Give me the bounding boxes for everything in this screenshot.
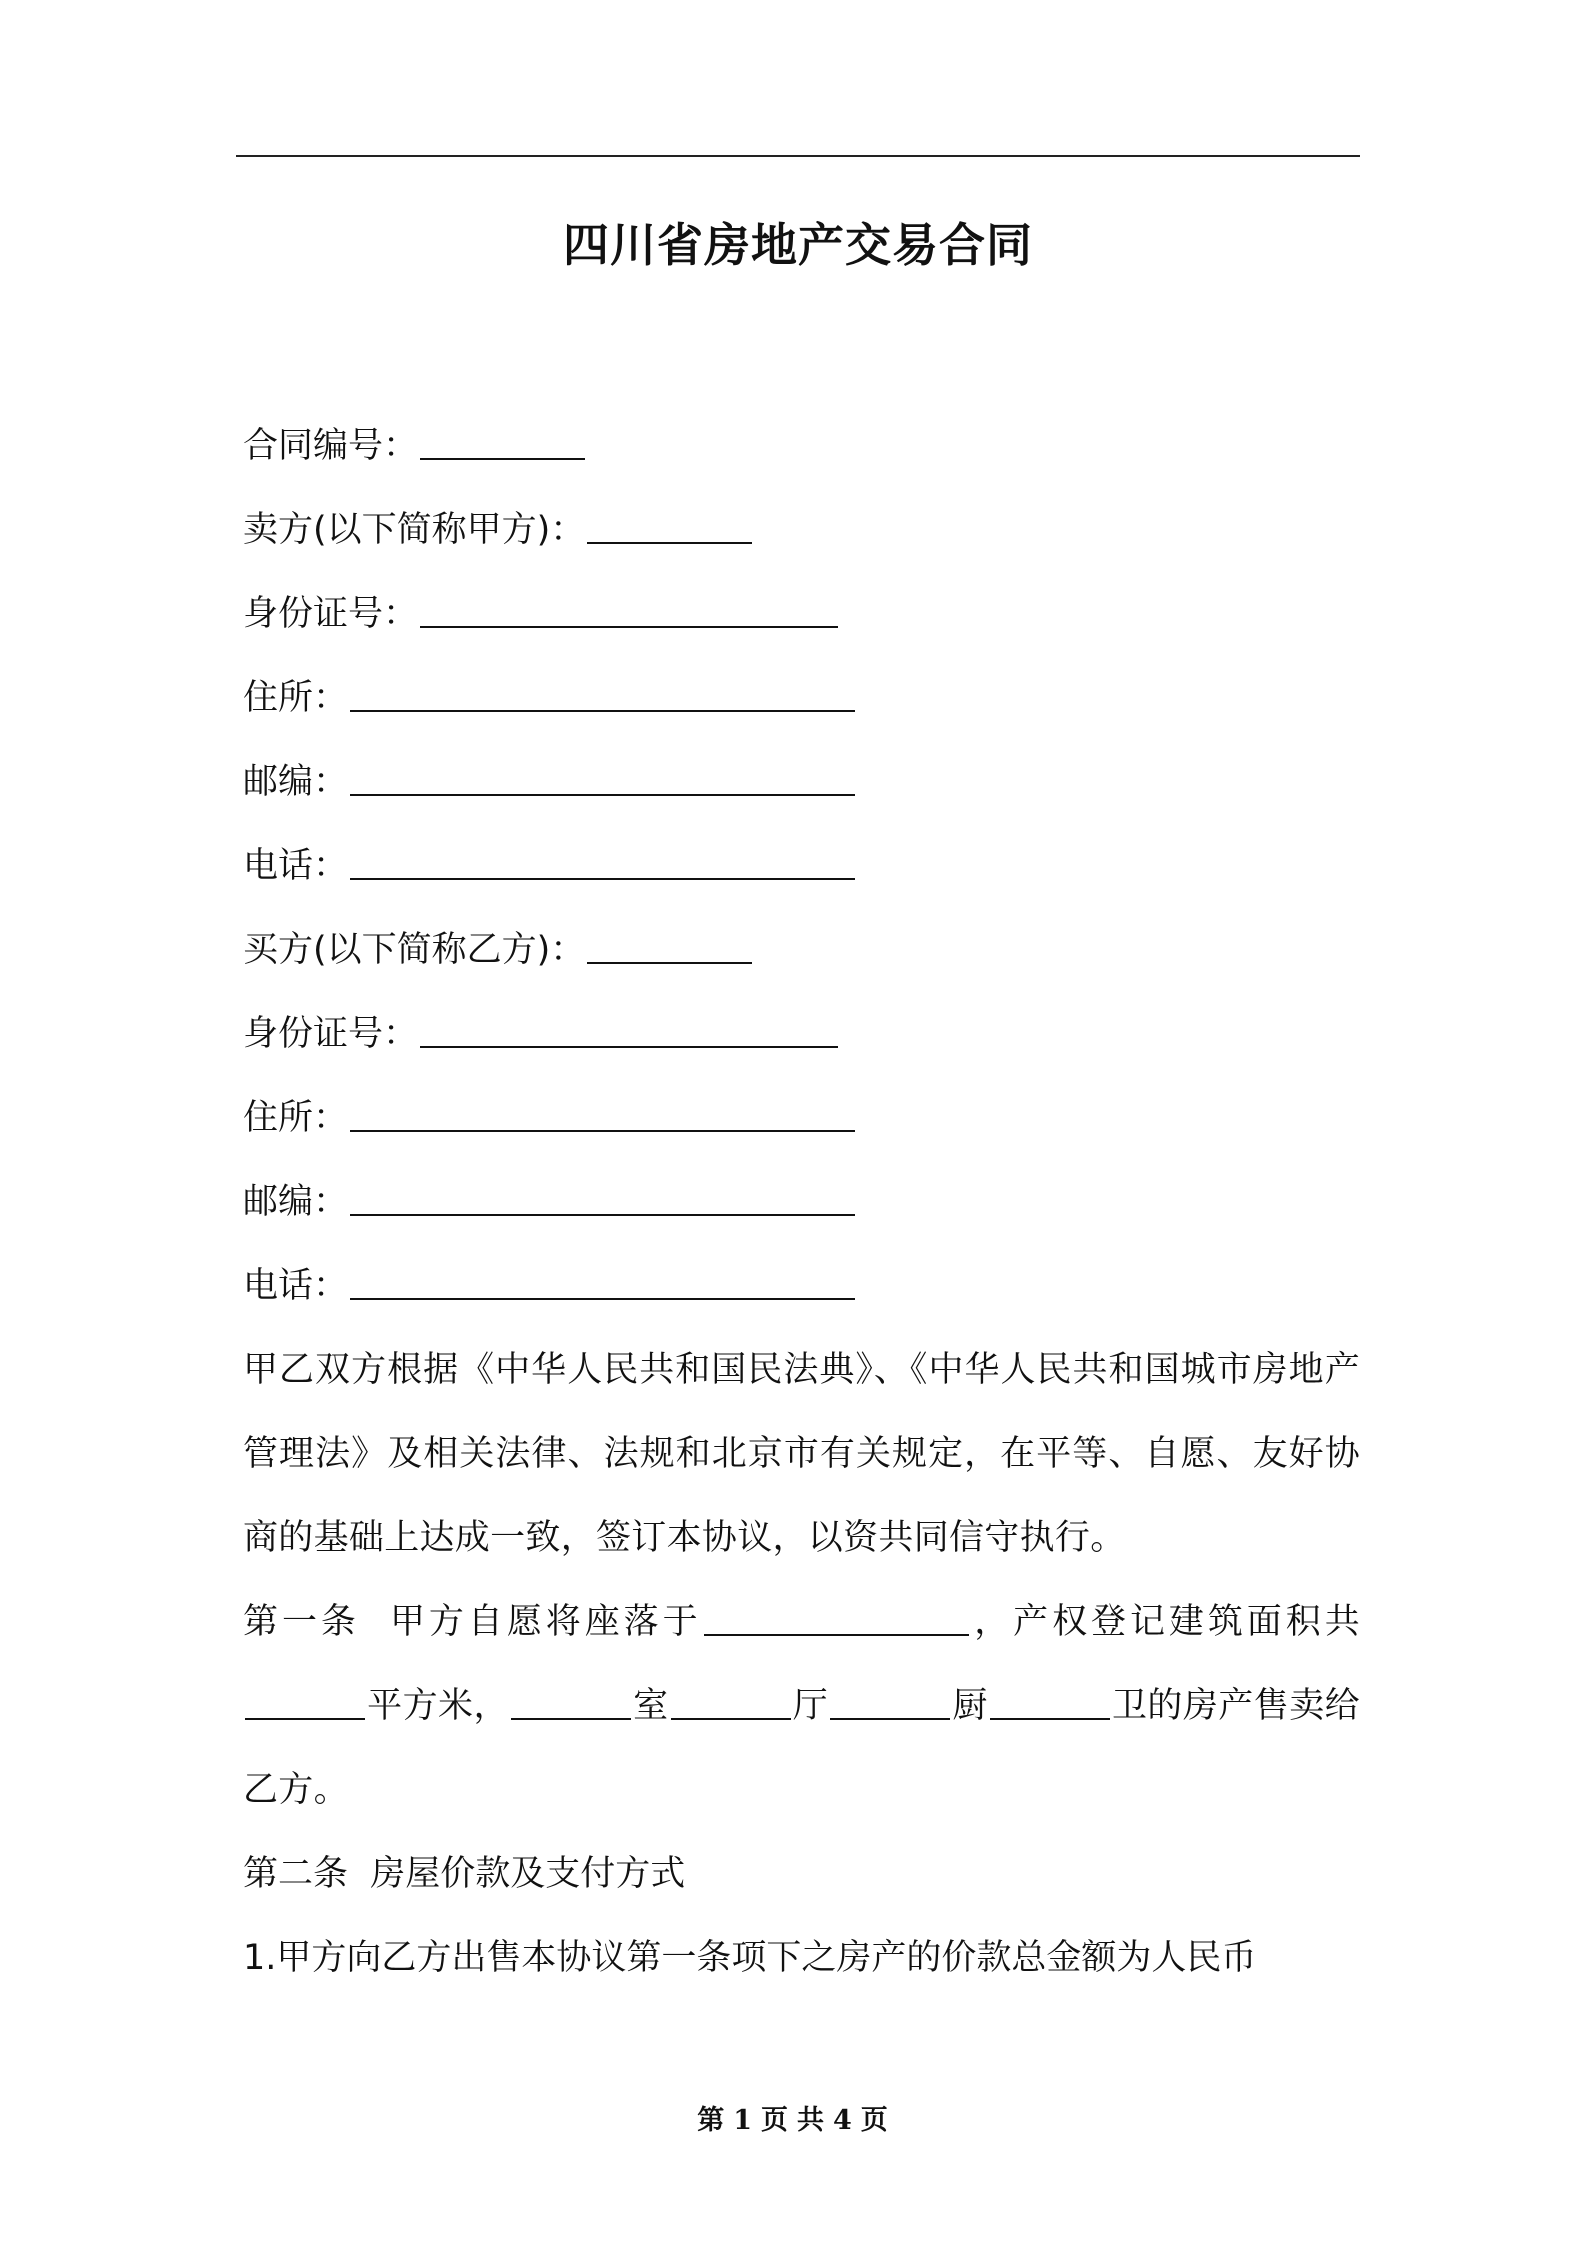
field-seller-postcode	[243, 740, 1360, 824]
article-2-heading	[243, 1832, 1360, 1916]
article-label: 第二条	[243, 1854, 349, 1894]
article-2-item-1: 1.甲方向乙方出售本协议第一条项下之房产的价款总金额为人民币	[243, 1938, 1257, 1978]
field-label: 买方(以下简称乙方)：	[243, 930, 586, 970]
blank-line	[830, 1688, 950, 1720]
article-1	[243, 1580, 1360, 1832]
field-seller-phone	[243, 824, 1360, 908]
footer-text: 第	[697, 2105, 726, 2136]
page-footer	[0, 2098, 1586, 2137]
footer-text: 页	[761, 2105, 789, 2136]
article-text: 平方米，	[367, 1686, 509, 1726]
field-seller-id	[243, 572, 1360, 656]
field-label: 身份证号：	[243, 1014, 419, 1054]
field-contract-no	[243, 404, 1360, 488]
field-label: 合同编号：	[243, 426, 419, 466]
footer-text: 页	[860, 2105, 889, 2136]
field-label: 住所：	[243, 1098, 349, 1138]
blank-line	[990, 1688, 1110, 1720]
article-label: 第一条	[243, 1602, 360, 1642]
blank-line	[350, 680, 855, 712]
field-buyer-phone	[243, 1244, 1360, 1328]
blank-line	[350, 764, 855, 796]
blank-line	[350, 1184, 855, 1216]
article-text: 厨	[952, 1686, 988, 1726]
field-buyer	[243, 908, 1360, 992]
blank-line	[587, 932, 752, 964]
blank-line	[350, 848, 855, 880]
header-rule	[236, 155, 1360, 157]
blank-line	[420, 428, 585, 460]
preamble-paragraph: 甲乙双方根据《中华人民共和国民法典》、《中华人民共和国城市房地产管理法》及相关法律、法规和北京市有关规定，在平等、自愿、友好协商的基础上达成一致，签订本协议，以资共同信守执行。	[243, 1350, 1360, 1558]
document-title: 四川省房地产交易合同	[563, 218, 1033, 272]
blank-line	[245, 1688, 365, 1720]
page-total: 4	[833, 2105, 853, 2136]
blank-line	[704, 1604, 969, 1636]
field-label: 邮编：	[243, 1182, 349, 1222]
field-buyer-postcode	[243, 1160, 1360, 1244]
field-seller-address	[243, 656, 1360, 740]
footer-text: 共	[797, 2105, 825, 2136]
blank-line	[420, 1016, 838, 1048]
article-text: 卫的房产售卖	[1111, 1686, 1325, 1726]
article-heading: 房屋价款及支付方式	[370, 1854, 686, 1894]
field-label: 邮编：	[243, 762, 349, 802]
blank-line	[511, 1688, 631, 1720]
field-buyer-id	[243, 992, 1360, 1076]
document-body	[243, 404, 1360, 2000]
field-label: 住所：	[243, 678, 349, 718]
article-text: 给乙方。	[243, 1686, 1360, 1810]
article-text: 室	[632, 1686, 669, 1726]
blank-line	[350, 1100, 855, 1132]
blank-line	[420, 596, 838, 628]
field-seller	[243, 488, 1360, 572]
article-text: ，产权登记建筑面积共	[970, 1602, 1360, 1642]
article-text: 厅	[792, 1686, 829, 1726]
article-text: 甲方自愿将座落于	[389, 1602, 702, 1642]
page-number: 1	[733, 2105, 753, 2136]
field-buyer-address	[243, 1076, 1360, 1160]
field-label: 卖方(以下简称甲方)：	[243, 510, 586, 550]
field-label: 电话：	[243, 1266, 349, 1306]
blank-line	[350, 1268, 855, 1300]
field-label: 电话：	[243, 846, 349, 886]
blank-line	[587, 512, 752, 544]
field-label: 身份证号：	[243, 594, 419, 634]
blank-line	[671, 1688, 791, 1720]
